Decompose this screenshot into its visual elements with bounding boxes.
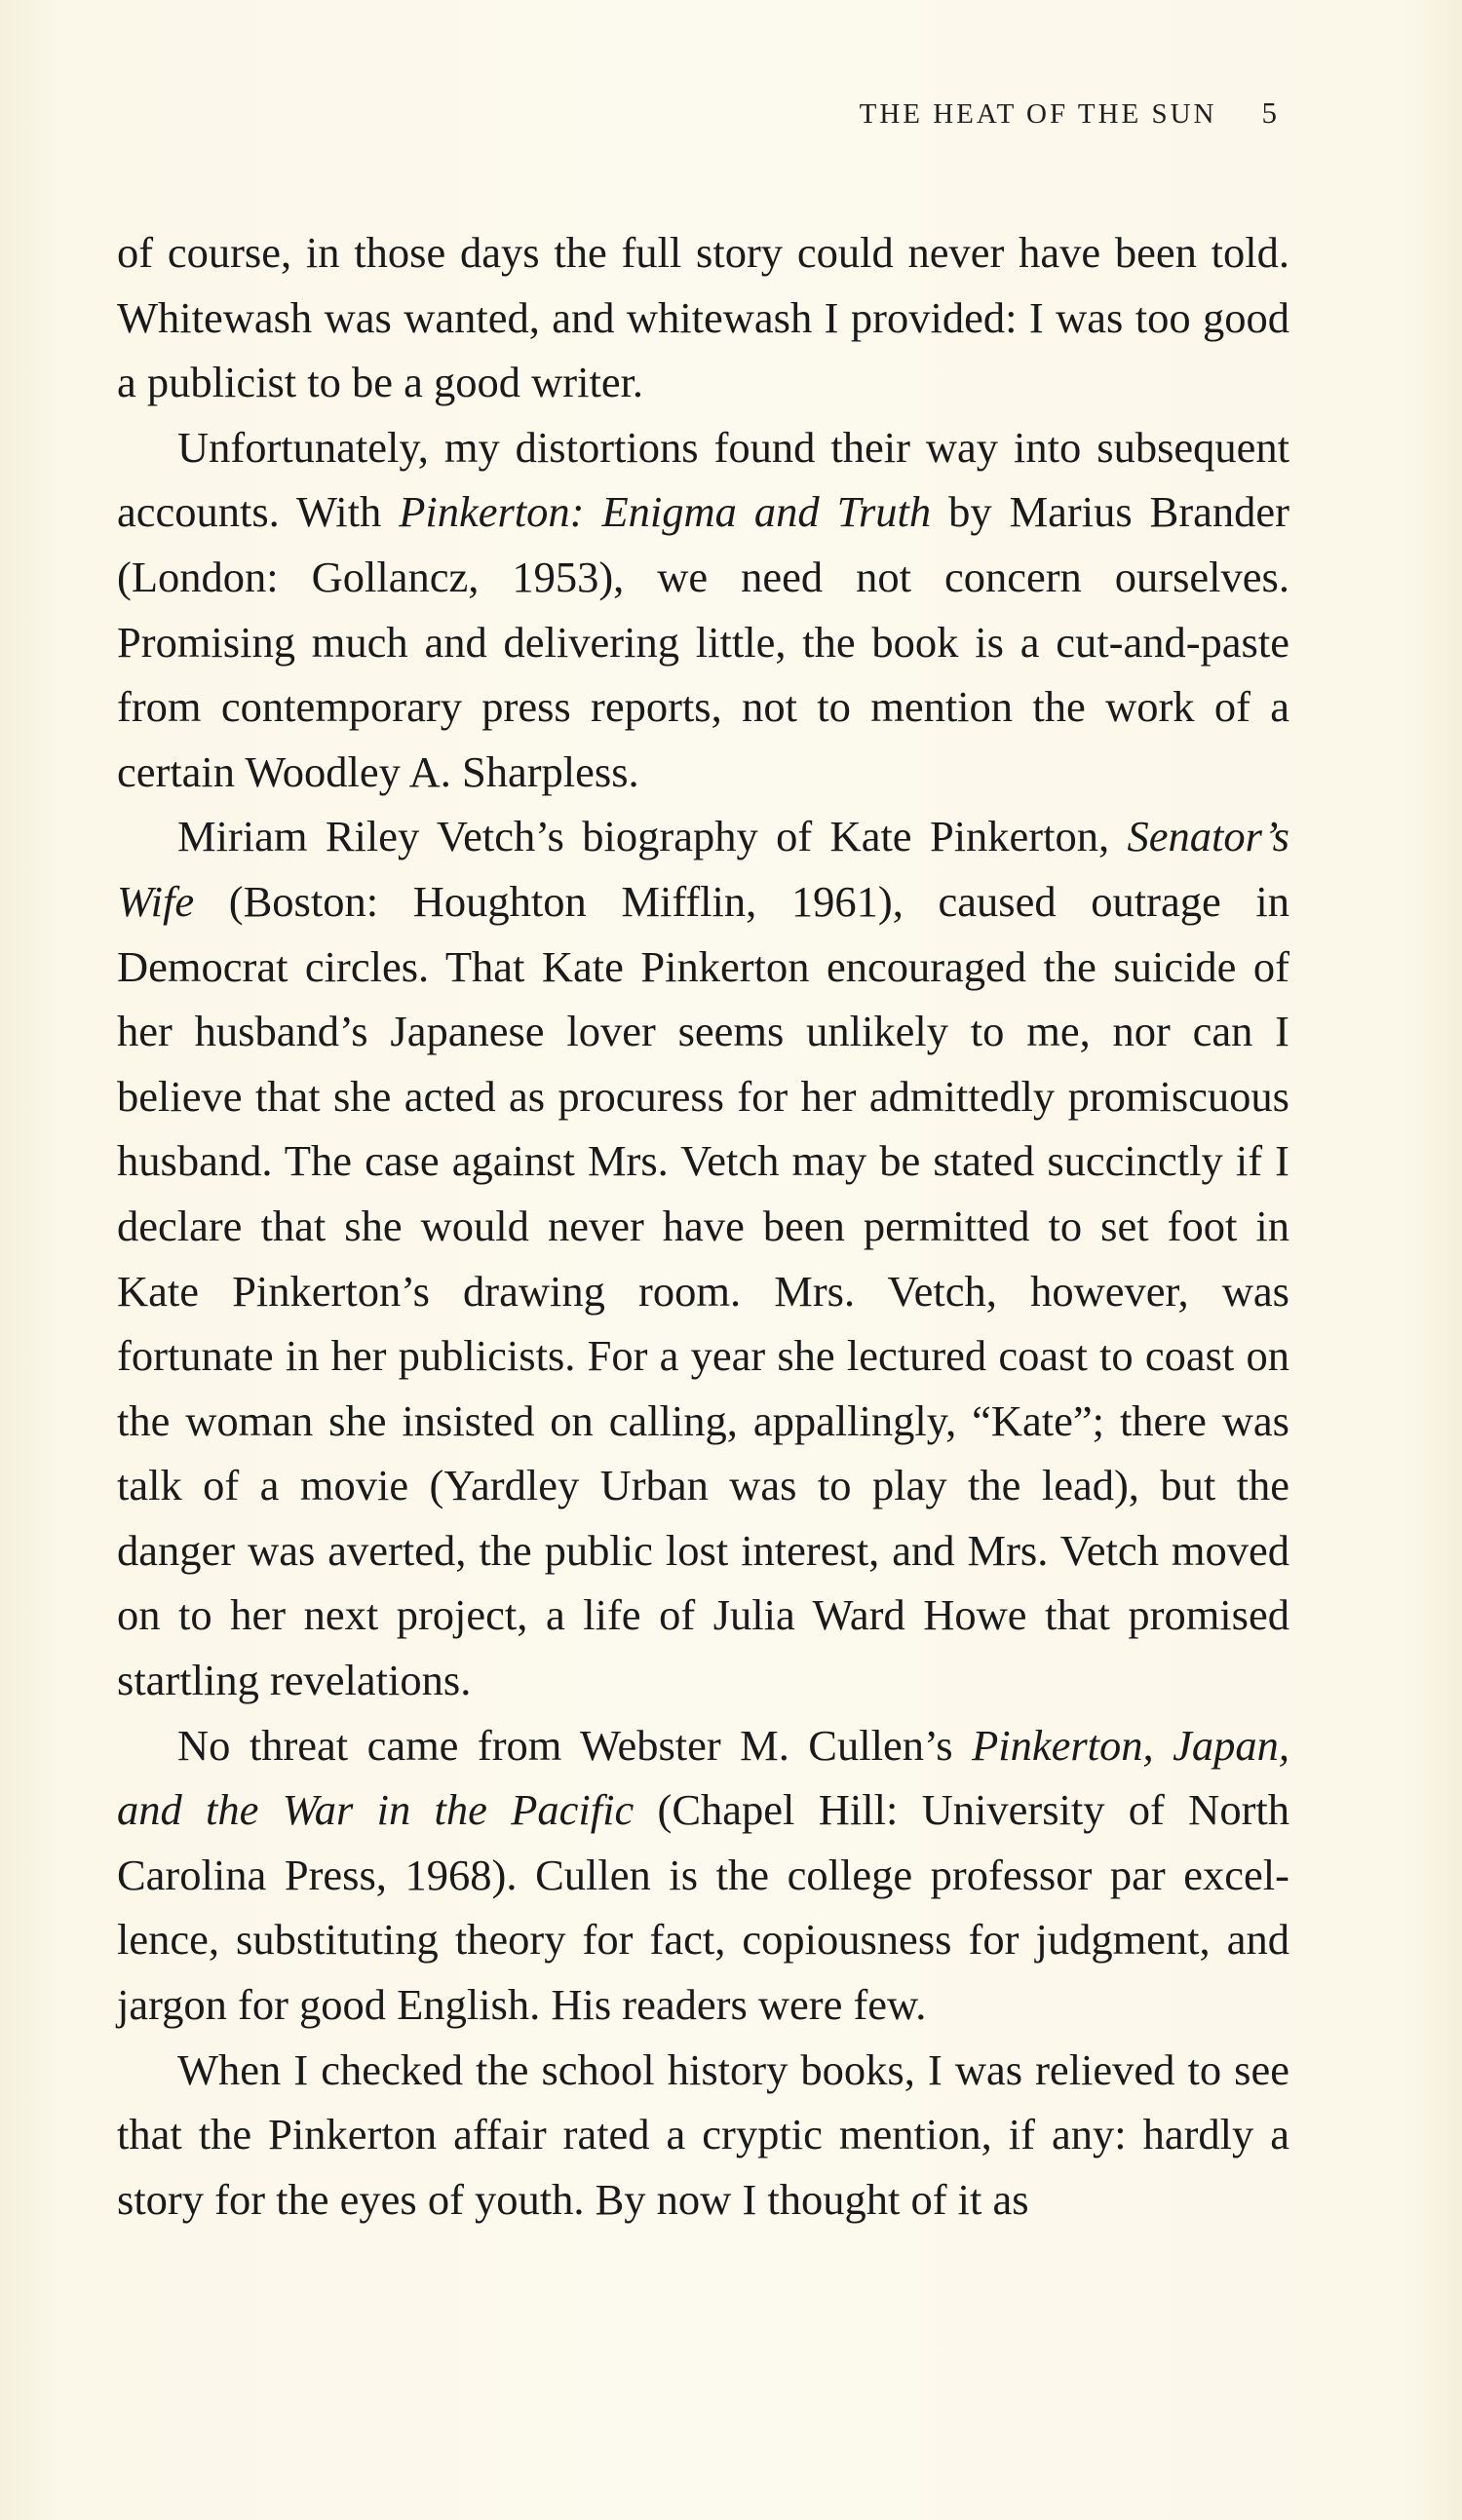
paragraph-2	[117, 415, 1289, 805]
text-segment: (Chapel Hill: University of North Carolina Press, 1968). Cullen is the college professor par excellence, substituting theory for fact, copiousness for judgment, and jargon for good English. His readers were few.	[117, 1785, 1289, 2030]
paragraph-1	[117, 220, 1289, 415]
book-title-italic: Senator’s Wife	[117, 812, 1289, 926]
text-segment: (Boston: Houghton Mifflin, 1961), caused outrage in Democrat circles. That Kate Pinkerton encouraged the suicide of her husband’s Japanese lover seems unlikely to me, nor can I believe that she acted as procuress for her admittedly promiscuous husband. The case against Mrs. Vetch may be stated succinctly if I declare that she would never have been permitted to set foot in Kate Pinkerton’s drawing room. Mrs. Vetch, however, was fortunate in her publicists. For a year she lectured coast to coast on the woman she insisted on calling, appallingly, “Kate”; there was talk of a movie (Yardley Urban was to play the lead), but the danger was averted, the public lost interest, and Mrs. Vetch moved on to her next project, a life of Julia Ward Howe that promised startling revelations.	[117, 876, 1289, 1705]
text-segment: No threat came from Webster M. Cullen’s	[177, 1720, 973, 1770]
book-title-italic: Pinkerton: Enigma and Truth	[399, 487, 932, 537]
body-text	[117, 220, 1289, 2232]
book-title-italic: Pinkerton, Japan, and the War in the Pacific	[117, 1720, 1289, 1835]
text-segment: by Marius Brander (London: Gollancz, 1953), we need not concern ourselves. Promising much and delivering little, the book is a cut-and-paste from contemporary press reports, not to mention the work of a certain Woodley A. Sharpless.	[117, 487, 1289, 796]
running-head	[860, 95, 1277, 134]
text-segment: Unfortunately, my distortions found their way into subsequent accounts. With	[117, 422, 1289, 537]
text-segment: of course, in those days the full story could never have been told. Whitewash was wanted, and whitewash I provided: I was too good a publicist to be a good writer.	[117, 228, 1289, 407]
text-segment: Miriam Riley Vetch’s biography of Kate Pinkerton,	[177, 812, 1128, 861]
paragraph-4	[117, 1713, 1289, 2038]
running-title: THE HEAT OF THE SUN	[859, 98, 1217, 130]
paragraph-5	[117, 2038, 1289, 2233]
page-number: 5	[1261, 95, 1277, 130]
paragraph-3	[117, 804, 1289, 1712]
text-segment: When I checked the school history books, I was relieved to see that the Pinkerton affair rated a cryptic mention, if any: hardly a story for the eyes of youth. By now I thought of it as	[117, 2044, 1289, 2224]
